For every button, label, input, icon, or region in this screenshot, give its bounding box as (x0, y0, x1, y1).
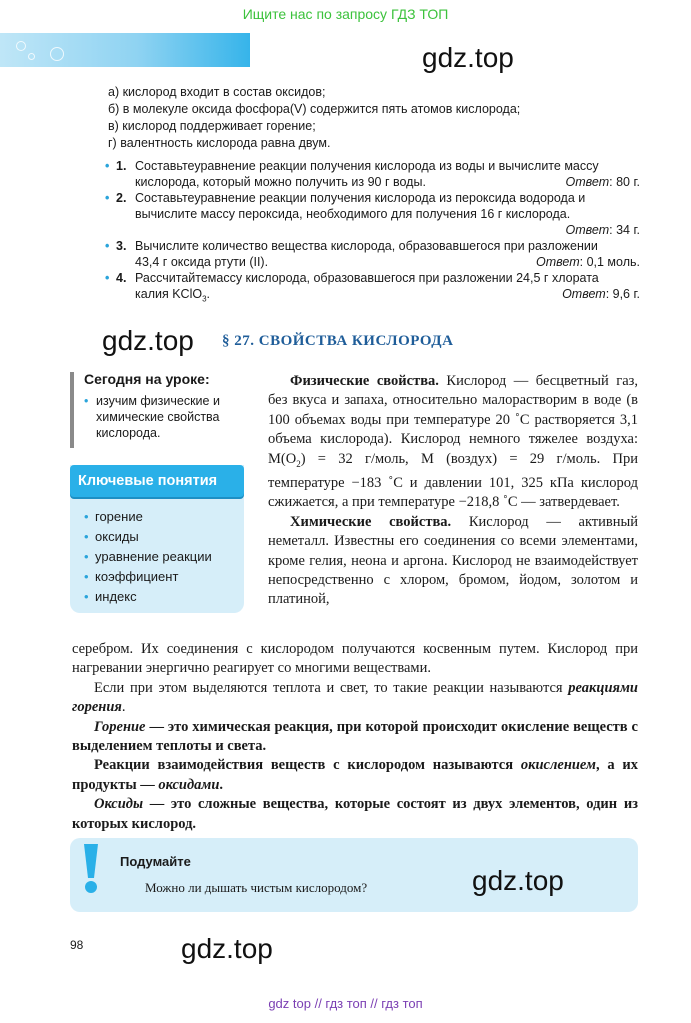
paragraph-physical: Физические свойства. Кислород — бесцветный газ, без вкуса и запаха, относительно малорастворим в воде (в 100 объемах воды при температуре 20 ˚С растворяется 3,1 объема кислорода). Кислород немного тяжелее воздуха: $M(O_2) = 32$ г/моль, M (воздух) = 29 г/моль. При температуре −183 ˚С и давлении 101, 325 кПа кислород сжижается, а при температуре −218,8 ˚С — затвердевает. (268, 373, 638, 511)
key-concept-item: • индекс (70, 587, 244, 607)
header-decoration (0, 33, 250, 67)
task-text: Составьтеуравнение реакции получения кислорода из воды и вычислите массу (135, 159, 599, 173)
answer-options (108, 84, 520, 152)
watermark: gdz.top (422, 42, 514, 73)
main-text-column (268, 372, 638, 610)
task-item (105, 270, 640, 308)
task-answer: Ответ: 34 г. (565, 223, 640, 237)
task-number: 2. (116, 191, 127, 205)
footer-links[interactable]: gdz top // гдз топ // гдз топ (268, 996, 423, 1011)
lesson-goals-title: Сегодня на уроке: (84, 371, 210, 387)
definition-combustion: Горение — это химическая реакция, при которой происходит окисление веществ с выделением теплоты и света. (72, 718, 638, 755)
task-answer: Ответ: 9,6 г. (562, 287, 640, 301)
task-item (105, 158, 640, 190)
task-text: 43,4 г оксида ртути (II). (135, 255, 269, 269)
task-text: Рассчитайтемассу кислорода, образовавшегося при разложении 24,5 г хлората (135, 271, 599, 285)
key-concept-item: • оксиды (70, 527, 244, 547)
top-banner[interactable]: Ищите нас по запросу ГДЗ ТОП (242, 6, 449, 22)
task-number: 1. (116, 159, 127, 173)
definition-oxidation: Реакции взаимодействия веществ с кислородом называются окислением, а их продукты — оксидами. (72, 757, 639, 793)
watermark: gdz.top (102, 325, 194, 356)
task-number: 4. (116, 271, 127, 285)
watermark: gdz.top (181, 933, 273, 964)
bullet-icon: • (105, 191, 110, 205)
key-concept-item: • уравнение реакции (70, 547, 244, 567)
task-number: 3. (116, 239, 127, 253)
task-list (105, 158, 640, 308)
paragraph-combustion: Если при этом выделяются теплота и свет, то такие реакции называются реакциями горения. (72, 679, 638, 716)
task-item (105, 190, 640, 238)
paragraph-chemical: Химические свойства. Кислород — активный неметалл. Известны его соединения со всеми элементами, кроме гелия, неона и аргона. Кислород не взаимодействует непосредственно с хлором, бромом, йодом, золотом и платиной, (268, 513, 639, 608)
think-title: Подумайте (120, 854, 191, 869)
bullet-icon: • (105, 239, 110, 253)
paragraph-continued: серебром. Их соединения с кислородом получаются косвенным путем. Кислород при нагревании энергично реагирует со многими веществами. (72, 641, 638, 677)
lesson-goals (70, 372, 248, 448)
answer-option: а) кислород входит в состав оксидов; (108, 85, 326, 99)
section-title: § 27. СВОЙСТВА КИСЛОРОДА (222, 333, 454, 349)
task-answer: Ответ: 80 г. (565, 175, 640, 189)
key-concepts-panel (70, 465, 244, 613)
bullet-icon: • (105, 271, 110, 285)
answer-option: г) валентность кислорода равна двум. (108, 136, 331, 150)
exclamation-icon (80, 842, 102, 894)
answer-option: в) кислород поддерживает горение; (108, 119, 316, 133)
task-text: Составьтеуравнение реакции получения кислорода из пероксида водорода и (135, 191, 586, 205)
key-concept-item: • коэффициент (70, 567, 244, 587)
page-number: 98 (70, 938, 84, 952)
task-text: кислорода, который можно получить из 90 г воды. (135, 175, 426, 189)
main-text-full (72, 640, 638, 834)
task-text: калия KClO$_3$. (135, 287, 211, 304)
task-text: Вычислите количество вещества кислорода, образовавшегося при разложении (135, 239, 598, 253)
watermark: gdz.top (472, 865, 564, 896)
definition-oxides: Оксиды — это сложные вещества, которые состоят из двух элементов, один из которых кислород. (72, 796, 638, 832)
lesson-goal-item: • изучим физические и химические свойства кислорода. (84, 393, 248, 441)
bullet-icon: • (105, 159, 110, 173)
think-question: Можно ли дышать чистым кислородом? (145, 880, 368, 895)
answer-option: б) в молекуле оксида фосфора(V) содержится пять атомов кислорода; (108, 102, 521, 116)
key-concepts-title: Ключевые понятия (70, 465, 244, 497)
task-text: вычислите массу пероксида, необходимого для получения 16 г кислорода. (135, 207, 571, 221)
key-concept-item: • горение (70, 507, 244, 527)
task-answer: Ответ: 0,1 моль. (536, 255, 640, 269)
task-item (105, 238, 640, 270)
